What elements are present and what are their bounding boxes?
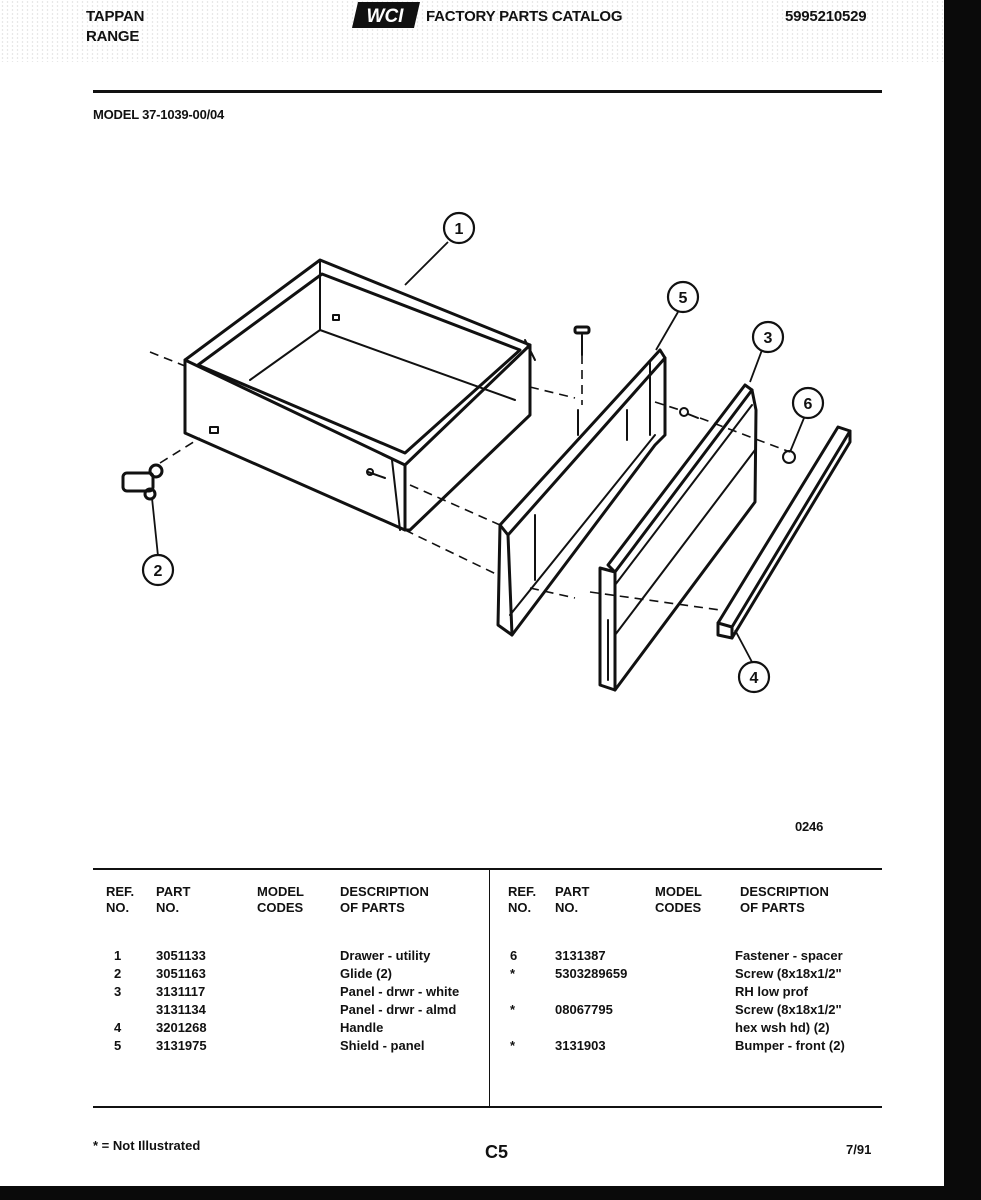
table-cell-desc: Glide (2): [340, 966, 393, 981]
left-part-column: [156, 947, 207, 1055]
header-model-codes-left: [257, 884, 304, 916]
header-model-line2: CODES: [655, 900, 702, 915]
header-part-line1: PART: [555, 884, 590, 899]
table-cell-ref: 2: [114, 966, 122, 981]
table-cell-desc: Panel - drwr - almd: [340, 1002, 457, 1017]
table-cell-ref: 3: [114, 984, 122, 999]
callout-4: 4: [749, 670, 759, 687]
header-part-no-right: [555, 884, 589, 916]
left-ref-column: [114, 947, 121, 1055]
drawer-utility: [185, 260, 535, 530]
table-cell-part: 08067795: [555, 1002, 613, 1017]
catalog-date: 7/91: [846, 1142, 872, 1157]
table-cell-part: 3131903: [555, 1038, 606, 1053]
table-cell-part: 3131975: [156, 1038, 207, 1053]
brand-line-2: RANGE: [86, 28, 140, 45]
table-cell-desc: Shield - panel: [340, 1038, 425, 1053]
wci-logo-icon: [352, 2, 420, 28]
table-cell-ref: *: [510, 1038, 516, 1053]
table-cell-desc: Handle: [340, 1020, 384, 1035]
table-cell-part: 3131387: [555, 948, 606, 963]
header-ref-no-left: [106, 884, 134, 916]
catalog-number: 5995210529: [785, 8, 867, 25]
table-cell-ref: *: [510, 1002, 516, 1017]
header-part-line1: PART: [156, 884, 191, 899]
table-cell-part: 3131117: [156, 984, 206, 999]
table-cell-ref: [510, 983, 517, 1001]
table-cell-ref: 4: [114, 1020, 122, 1035]
table-cell-ref: 1: [114, 948, 122, 963]
header-part-no-left: [156, 884, 190, 916]
header-description-left: [340, 884, 429, 916]
table-cell-part: [555, 1019, 627, 1037]
right-ref-column: [510, 947, 517, 1055]
header-description-right: [740, 884, 829, 916]
table-cell-ref: 5: [114, 1038, 122, 1053]
table-cell-desc: RH low prof: [735, 984, 808, 999]
header-model-line2: CODES: [257, 900, 304, 915]
table-cell-desc: Screw (8x18x1/2": [735, 1002, 842, 1017]
left-description-column: [340, 947, 459, 1055]
table-cell-part: 3051133: [156, 948, 206, 963]
table-top-rule: [93, 868, 882, 870]
screw-side: [680, 408, 698, 418]
table-bottom-rule: [93, 1106, 882, 1108]
table-cell-desc: Drawer - utility: [340, 948, 431, 963]
header-part-line2: NO.: [156, 900, 180, 915]
logo-text: WCI: [366, 6, 404, 27]
table-cell-part: [555, 983, 627, 1001]
header-ref-line2: NO.: [508, 900, 532, 915]
table-column-divider: [489, 870, 490, 1106]
header-desc-line1: DESCRIPTION: [740, 884, 829, 899]
table-cell-part: 3201268: [156, 1020, 207, 1035]
callout-6: 6: [803, 396, 813, 413]
table-cell-desc: Screw (8x18x1/2": [735, 966, 842, 981]
table-cell-ref: [114, 1001, 121, 1019]
exploded-parts-diagram: [0, 190, 944, 720]
table-cell-desc: hex wsh hd) (2): [735, 1020, 830, 1035]
right-part-column: [555, 947, 627, 1055]
header-ref-line1: REF.: [508, 884, 537, 899]
table-cell-part: 3051163: [156, 966, 206, 981]
table-cell-part: 5303289659: [555, 966, 628, 981]
table-cell-desc: Bumper - front (2): [735, 1038, 845, 1053]
callout-1: 1: [454, 221, 464, 238]
header-ref-line2: NO.: [106, 900, 130, 915]
header-model-line1: MODEL: [257, 884, 304, 899]
not-illustrated-note: * = Not Illustrated: [93, 1138, 201, 1153]
header-desc-line2: OF PARTS: [740, 900, 805, 915]
page-number: C5: [485, 1142, 509, 1162]
scan-border-bottom: [0, 1186, 981, 1200]
header-ref-line1: REF.: [106, 884, 135, 899]
table-cell-part: 3131134: [156, 1002, 206, 1017]
catalog-title: FACTORY PARTS CATALOG: [426, 8, 623, 25]
brand-line-1: TAPPAN: [86, 8, 145, 25]
table-cell-ref: *: [510, 966, 516, 981]
header-ref-no-right: [508, 884, 536, 916]
table-cell-ref: 6: [510, 948, 518, 963]
header-rule: [93, 90, 882, 93]
drawing-number: 0246: [795, 819, 824, 834]
scan-border-right: [944, 0, 981, 1200]
right-description-column: [735, 947, 845, 1055]
header-desc-line2: OF PARTS: [340, 900, 405, 915]
screw-top: [575, 327, 589, 355]
callout-3: 3: [763, 330, 773, 347]
header-model-line1: MODEL: [655, 884, 702, 899]
header-model-codes-right: [655, 884, 702, 916]
glide: [123, 465, 162, 499]
table-cell-desc: Fastener - spacer: [735, 948, 843, 963]
model-label: MODEL 37-1039-00/04: [93, 107, 225, 122]
callout-5: 5: [678, 290, 688, 307]
table-cell-desc: Panel - drwr - white: [340, 984, 460, 999]
callout-2: 2: [153, 563, 163, 580]
header-desc-line1: DESCRIPTION: [340, 884, 429, 899]
header-part-line2: NO.: [555, 900, 579, 915]
fastener-spacer: [783, 451, 795, 463]
table-cell-ref: [510, 1019, 517, 1037]
